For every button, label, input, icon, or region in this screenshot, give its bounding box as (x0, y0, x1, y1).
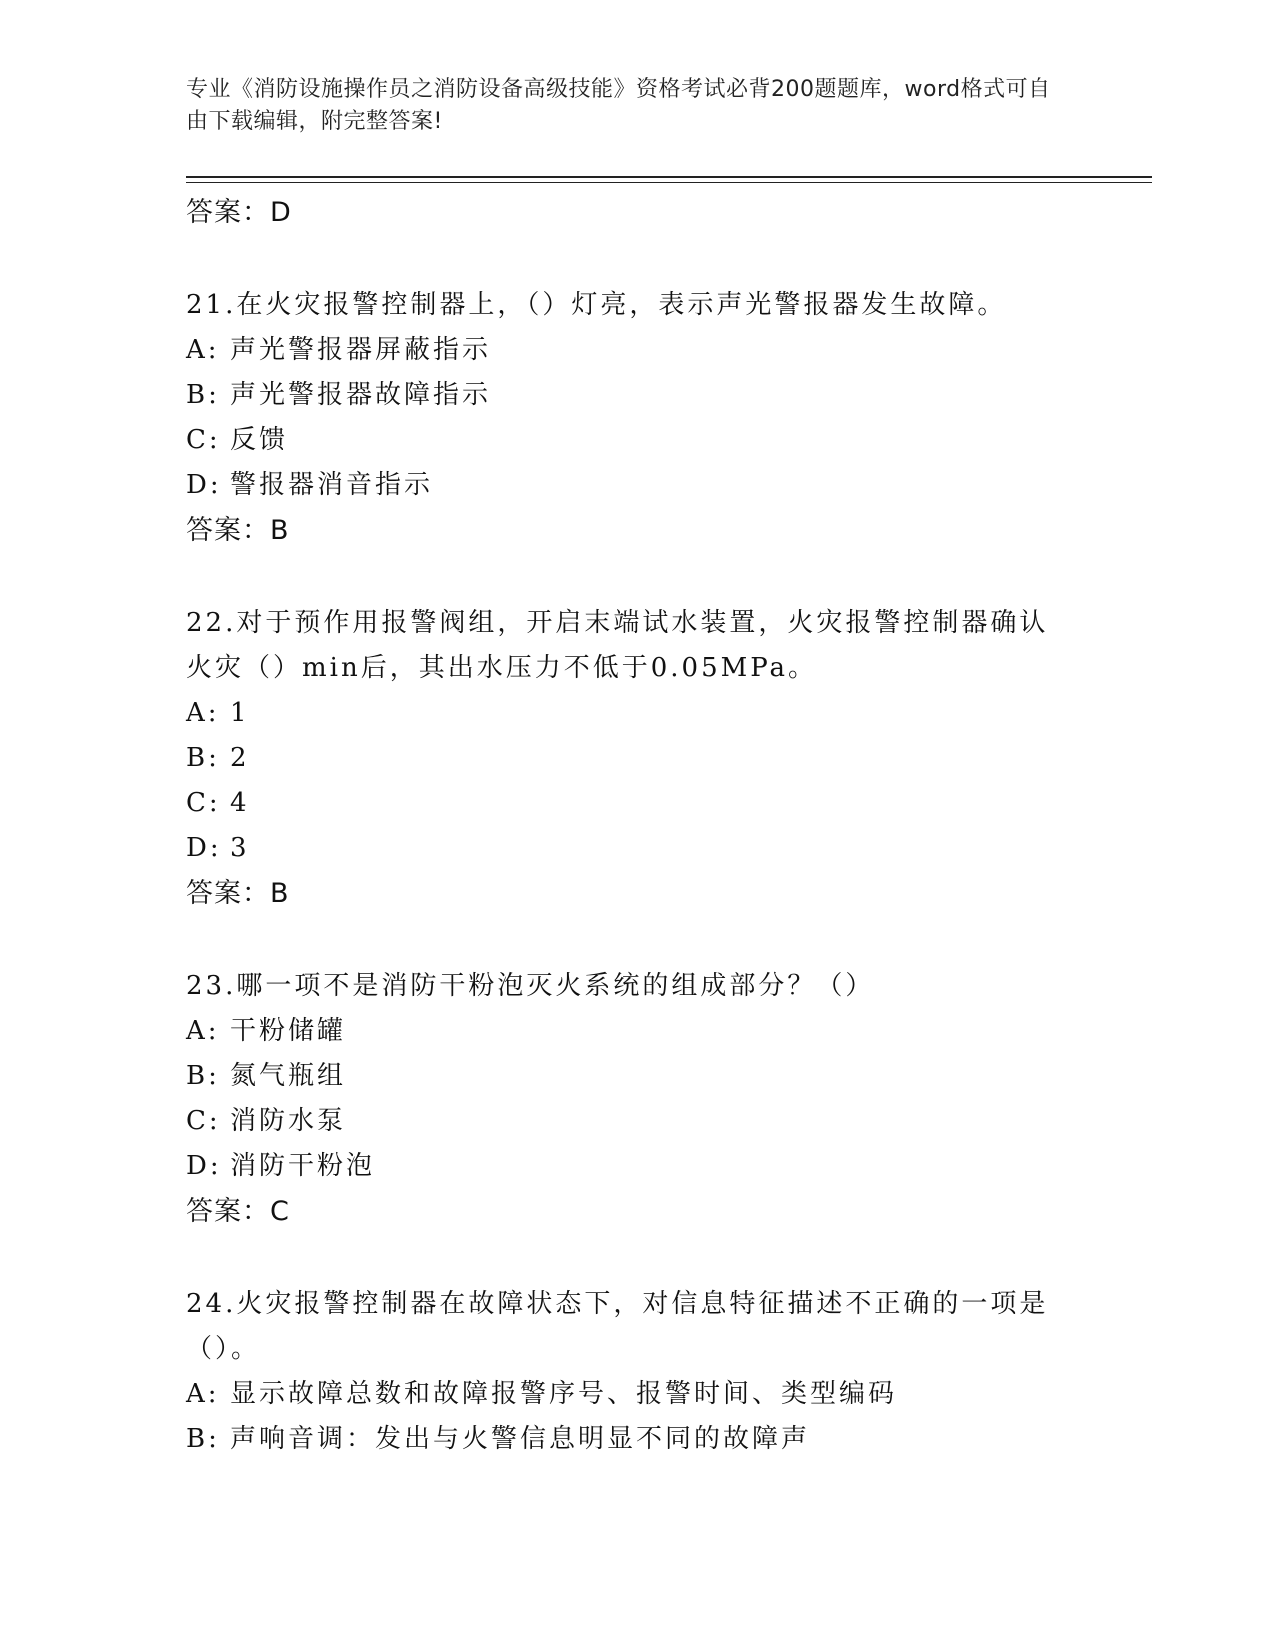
answer-line: 答案：C (186, 1196, 290, 1227)
option-b (186, 736, 1066, 781)
option-text: 反馈 (230, 425, 289, 455)
answer-line: 答案：D (186, 197, 292, 228)
option-text: 声光警报器故障指示 (230, 380, 492, 410)
option-text: 声光警报器屏蔽指示 (230, 335, 492, 365)
question-21 (186, 283, 1066, 553)
option-text: 声响音调：发出与火警信息明显不同的故障声 (230, 1424, 811, 1454)
option-a (186, 691, 1066, 736)
option-letter: B: (186, 1424, 220, 1454)
option-b (186, 373, 1066, 418)
option-letter: D: (186, 1151, 222, 1181)
option-letter: A: (186, 698, 220, 728)
option-text: 警报器消音指示 (230, 470, 434, 500)
option-letter: C: (186, 788, 221, 818)
option-b (186, 1054, 1066, 1099)
option-text: 显示故障总数和故障报警序号、报警时间、类型编码 (230, 1379, 898, 1409)
answer-line: 答案：B (186, 878, 290, 909)
option-a (186, 1009, 1066, 1054)
question-stem: 23.哪一项不是消防干粉泡灭火系统的组成部分？（） (186, 971, 875, 1001)
question-list (186, 190, 1066, 1462)
option-c (186, 418, 1066, 463)
option-b (186, 1417, 1066, 1462)
option-letter: D: (186, 470, 222, 500)
option-letter: B: (186, 380, 220, 410)
question-stem: 22.对于预作用报警阀组，开启末端试水装置，火灾报警控制器确认火灾（）min后，其出水压力不低于0.05MPa。 (186, 608, 1049, 683)
option-text: 1 (230, 698, 250, 728)
option-text: 3 (230, 833, 250, 863)
option-text: 干粉储罐 (230, 1016, 347, 1046)
option-letter: B: (186, 743, 220, 773)
option-letter: B: (186, 1061, 220, 1091)
question-23 (186, 964, 1066, 1234)
question-stem: 24.火灾报警控制器在故障状态下，对信息特征描述不正确的一项是（）。 (186, 1289, 1049, 1364)
option-letter: C: (186, 425, 221, 455)
option-letter: A: (186, 1379, 220, 1409)
option-letter: A: (186, 335, 220, 365)
header-rule-thin (186, 182, 1152, 183)
option-text: 消防水泵 (230, 1106, 347, 1136)
option-letter: D: (186, 833, 222, 863)
option-c (186, 1099, 1066, 1144)
option-text: 消防干粉泡 (230, 1151, 376, 1181)
option-text: 4 (230, 788, 250, 818)
document-header: 专业《消防设施操作员之消防设备高级技能》资格考试必背200题题库，word格式可自由下载编辑，附完整答案! (186, 77, 1051, 134)
option-c (186, 781, 1066, 826)
option-d (186, 826, 1066, 871)
question-stem: 21.在火灾报警控制器上，（）灯亮，表示声光警报器发生故障。 (186, 290, 1007, 320)
answer-line: 答案：B (186, 515, 290, 546)
option-d (186, 463, 1066, 508)
option-letter: C: (186, 1106, 221, 1136)
option-text: 氮气瓶组 (230, 1061, 347, 1091)
header-rule-thick (186, 176, 1152, 178)
question-24 (186, 1282, 1066, 1462)
option-d (186, 1144, 1066, 1189)
option-text: 2 (230, 743, 250, 773)
question-22 (186, 601, 1066, 916)
option-a (186, 1372, 1066, 1417)
option-letter: A: (186, 1016, 220, 1046)
option-a (186, 328, 1066, 373)
